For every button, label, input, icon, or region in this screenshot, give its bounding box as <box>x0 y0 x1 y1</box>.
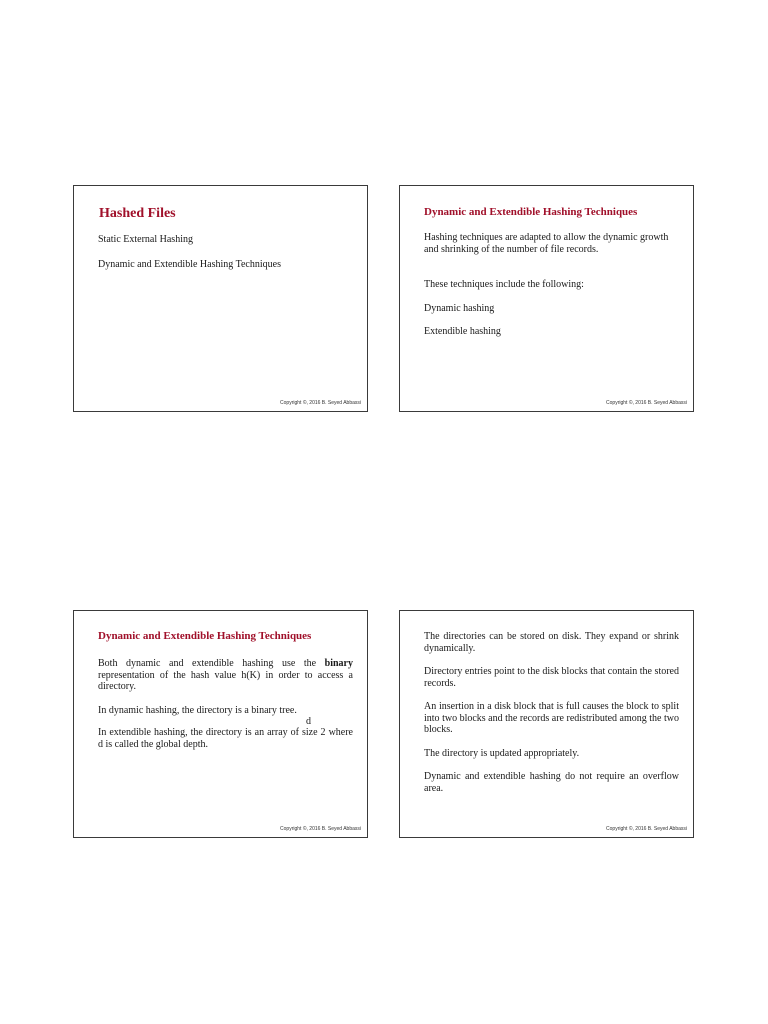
slide-footer-copyright: Copyright ©, 2016 B. Seyed Abbassi <box>606 400 687 406</box>
list-item-extendible-hashing: Extendible hashing <box>424 326 501 337</box>
paragraph-include: These techniques include the following: <box>424 279 584 290</box>
paragraph-adapted: Hashing techniques are adapted to allow the dynamic growth and shrinking of the number of file records. <box>424 232 669 255</box>
slide-body <box>424 631 679 806</box>
paragraph-stored-on-disk: The directories can be stored on disk. They expand or shrink dynamically. <box>424 631 679 654</box>
paragraph-no-overflow: Dynamic and extendible hashing do not require an overflow area. <box>424 771 679 794</box>
slide-footer-copyright: Copyright ©, 2016 B. Seyed Abbassi <box>280 826 361 832</box>
paragraph-array: In extendible hashing, the directory is an array of size 2 where d is called the global depth. <box>98 727 353 750</box>
paragraph-binary-tree: In dynamic hashing, the directory is a binary tree. <box>98 704 297 716</box>
slide-hashed-files <box>73 185 368 412</box>
text: representation of the hash value h(K) in order to access a directory. <box>98 669 353 692</box>
slide-title: Hashed Files <box>99 206 176 221</box>
slide-directories <box>399 610 694 838</box>
slide-dynamic-extendible-intro <box>399 185 694 412</box>
slide-body <box>98 234 353 283</box>
slide-body <box>424 232 679 350</box>
bullet-dynamic-extendible: Dynamic and Extendible Hashing Techniques <box>98 258 281 270</box>
slide-title: Dynamic and Extendible Hashing Techniques <box>98 630 312 642</box>
paragraph-updated: The directory is updated appropriately. <box>424 747 580 759</box>
slide-footer-copyright: Copyright ©, 2016 B. Seyed Abbassi <box>606 826 687 832</box>
slide-footer-copyright: Copyright ©, 2016 B. Seyed Abbassi <box>280 400 361 406</box>
text: Both dynamic and extendible hashing use the <box>98 658 325 669</box>
exponent-d: d <box>306 716 311 727</box>
slide-title: Dynamic and Extendible Hashing Techniques <box>424 206 638 218</box>
emphasis-binary: binary <box>324 658 353 669</box>
paragraph-directory-entries: Directory entries point to the disk blocks that contain the stored records. <box>424 666 679 689</box>
bullet-static-external-hashing: Static External Hashing <box>98 234 193 245</box>
paragraph-binary <box>98 658 353 693</box>
paragraph-insertion-split: An insertion in a disk block that is full causes the block to split into two blocks and the records are redistributed among the two blocks. <box>424 701 679 735</box>
slide-dynamic-extendible-binary <box>73 610 368 838</box>
list-item-dynamic-hashing: Dynamic hashing <box>424 302 495 314</box>
slide-body <box>98 658 353 762</box>
